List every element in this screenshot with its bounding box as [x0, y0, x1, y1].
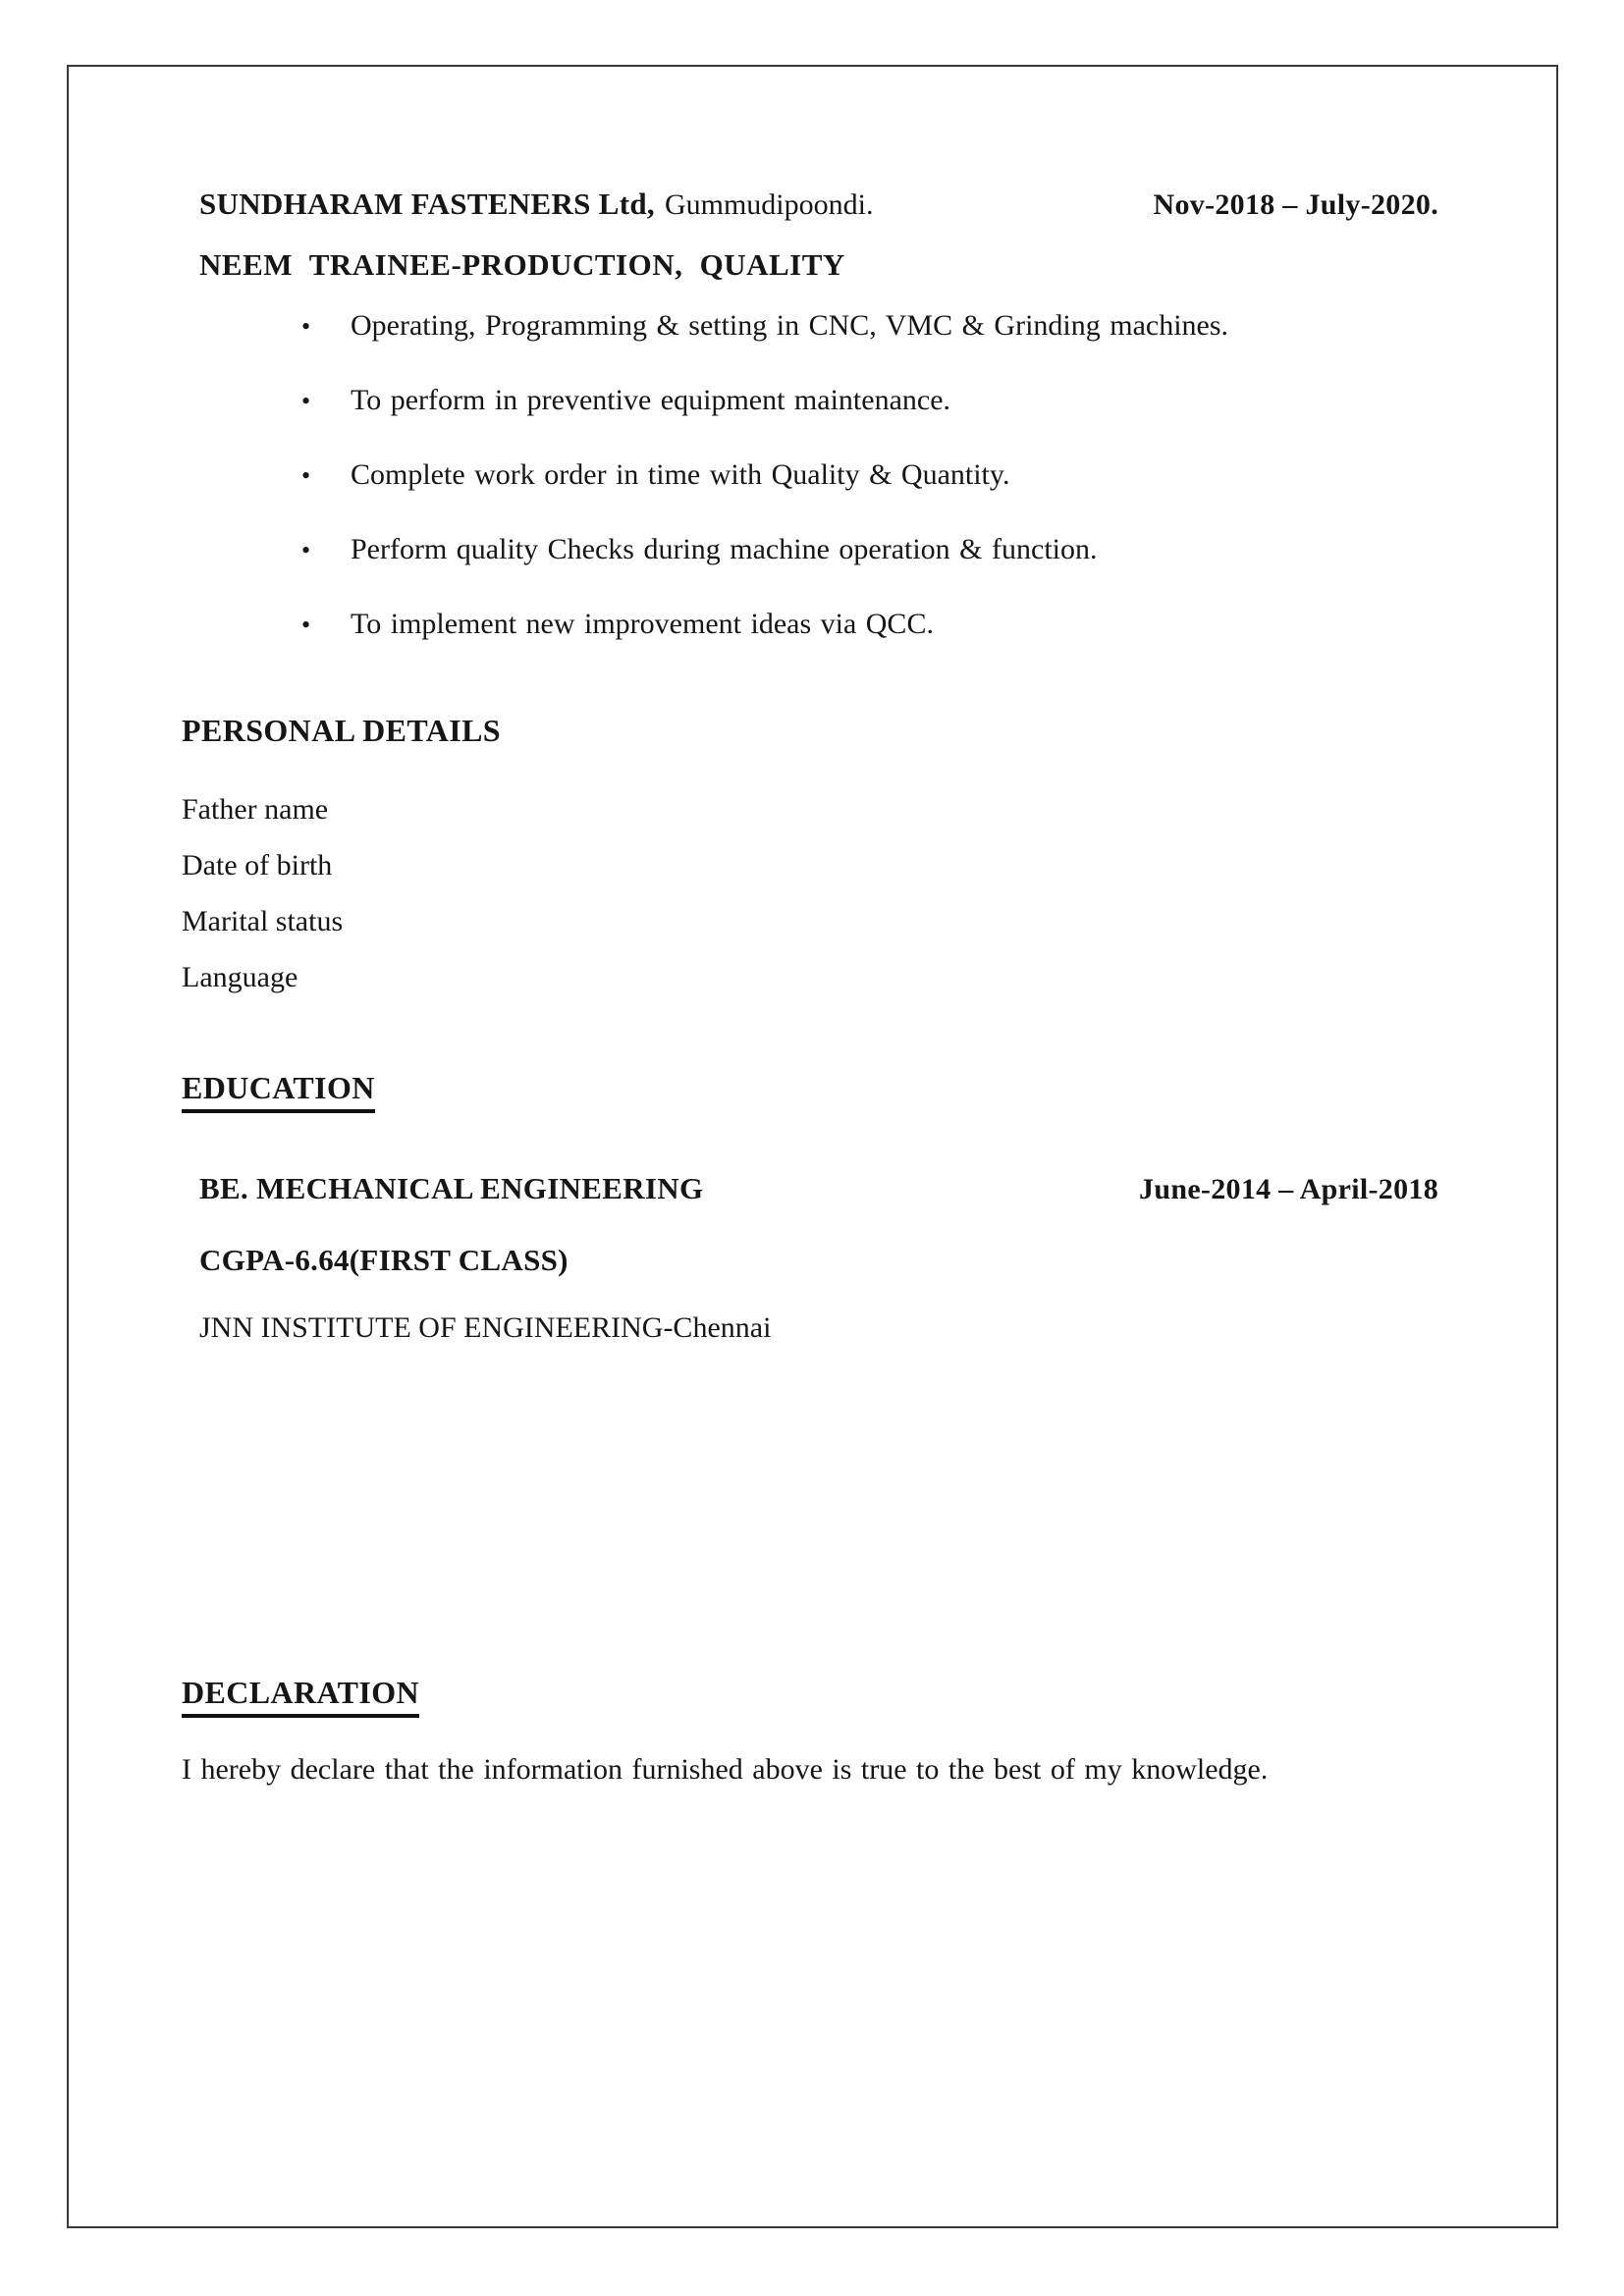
bullet-text: Perform quality Checks during machine operation & function.	[351, 533, 1098, 565]
education-dates: June-2014 – April-2018	[1139, 1173, 1438, 1205]
personal-field: Date of birth	[182, 849, 333, 881]
bullet-dot-icon: •	[301, 312, 311, 341]
company-location: Gummudipoondi.	[664, 188, 874, 221]
bullet-item	[301, 610, 1228, 640]
declaration-heading-text: DECLARATION	[182, 1675, 419, 1718]
company-line	[199, 187, 873, 222]
education-grade: CGPA-6.64(FIRST CLASS)	[199, 1243, 568, 1277]
education-heading	[182, 1070, 375, 1113]
personal-fields-list	[182, 795, 343, 1019]
bullet-dot-icon: •	[301, 536, 311, 564]
education-heading-text: EDUCATION	[182, 1070, 375, 1113]
bullet-dot-icon: •	[301, 461, 311, 490]
bullet-dot-icon: •	[301, 387, 311, 415]
education-institution: JNN INSTITUTE OF ENGINEERING-Chennai	[199, 1311, 772, 1344]
bullet-text: Operating, Programming & setting in CNC, VMC & Grinding machines.	[351, 309, 1229, 342]
declaration-statement: I hereby declare that the information furnished above is true to the best of my knowledge.	[182, 1753, 1269, 1786]
bullet-text: To perform in preventive equipment maintenance.	[351, 384, 951, 416]
role-title: NEEM TRAINEE-PRODUCTION, QUALITY	[199, 247, 845, 282]
bullet-item	[301, 535, 1228, 565]
bullet-text: To implement new improvement ideas via QCC.	[351, 608, 934, 640]
degree-title: BE. MECHANICAL ENGINEERING	[199, 1171, 704, 1205]
bullet-item	[301, 386, 1228, 416]
education-header-row	[199, 1171, 1438, 1206]
experience-dates: Nov-2018 – July-2020.	[1153, 188, 1438, 221]
personal-details-heading: PERSONAL DETAILS	[182, 713, 502, 748]
company-name: SUNDHARAM FASTENERS Ltd,	[199, 187, 655, 221]
personal-field: Father name	[182, 793, 329, 826]
bullet-item	[301, 460, 1228, 491]
experience-bullet-list	[301, 311, 1228, 684]
declaration-heading	[182, 1675, 419, 1718]
bullet-dot-icon: •	[301, 611, 311, 639]
bullet-text: Complete work order in time with Quality & Quantity.	[351, 458, 1010, 491]
personal-field: Language	[182, 961, 298, 993]
experience-header-row	[199, 187, 1438, 222]
personal-field: Marital status	[182, 905, 344, 937]
bullet-item	[301, 311, 1228, 342]
